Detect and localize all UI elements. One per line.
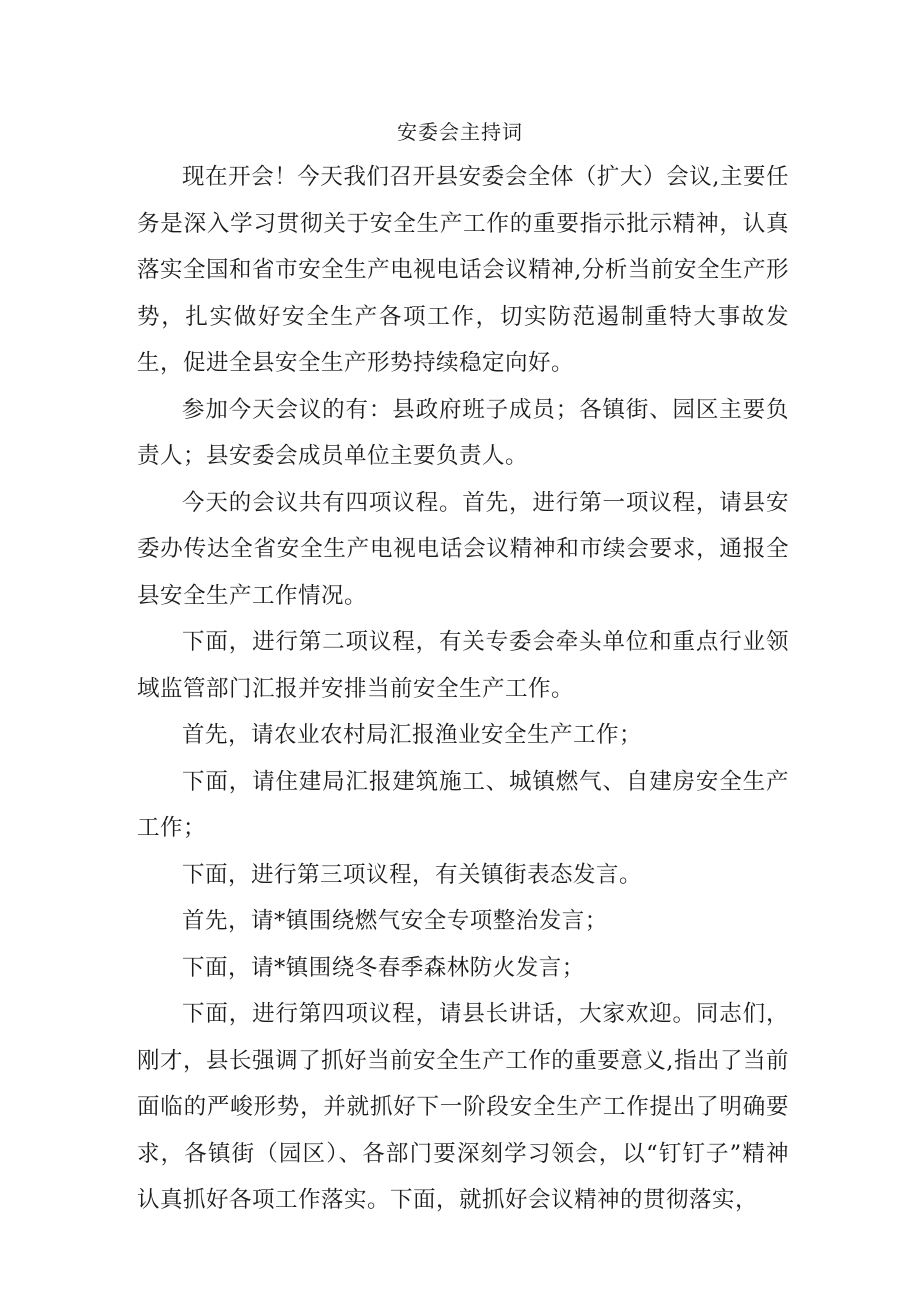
paragraph-agriculture-report: 首先，请农业农村局汇报渔业安全生产工作； [182,722,643,748]
paragraph-agenda-item-2: 下面，进行第二项议程，有关专委会牵头单位和重点行业领域监管部门汇报并安排当前安全生产工作。 [137,629,789,702]
paragraph-opening: 现在开会！今天我们召开县安委会全体（扩大）会议,主要任务是深入学习贯彻关于安全生产工作的重要指示批示精神，认真落实全国和省市安全生产电视电话会议精神,分析当前安全生产形势，扎实做好安全生产各项工作，切实防范遏制重特大事故发生，促进全县安全生产形势持续稳定向好。 [137,164,789,376]
paragraph-agenda-item-4: 下面，进行第四项议程，请县长讲话，大家欢迎。同志们，刚才，县长强调了抓好当前安全生产工作的重要意义,指出了当前面临的严峻形势，并就抓好下一阶段安全生产工作提出了明确要求，各镇街（园区）、各部门要深刻学习领会，以“钉钉子”精神认真抓好各项工作落实。下面，就抓好会议精神的贯彻落实， [137,1001,789,1213]
document-body [137,154,789,1224]
paragraph-gas-safety-speech: 首先，请*镇围绕燃气安全专项整治发言； [182,908,608,934]
paragraph-agenda-item-1: 今天的会议共有四项议程。首先，进行第一项议程，请县安委办传达全省安全生产电视电话会议精神和市续会要求，通报全县安全生产工作情况。 [137,489,789,609]
paragraph-agenda-item-3: 下面，进行第三项议程，有关镇街表态发言。 [182,861,643,888]
paragraph-attendees: 参加今天会议的有：县政府班子成员；各镇街、园区主要负责人；县安委会成员单位主要负责人。 [137,396,789,469]
document-title: 安委会主持词 [397,120,523,144]
paragraph-forest-fire-speech: 下面，请*镇围绕冬春季森林防火发言； [182,954,585,981]
paragraph-housing-report: 下面，请住建局汇报建筑施工、城镇燃气、自建房安全生产工作； [137,768,789,841]
